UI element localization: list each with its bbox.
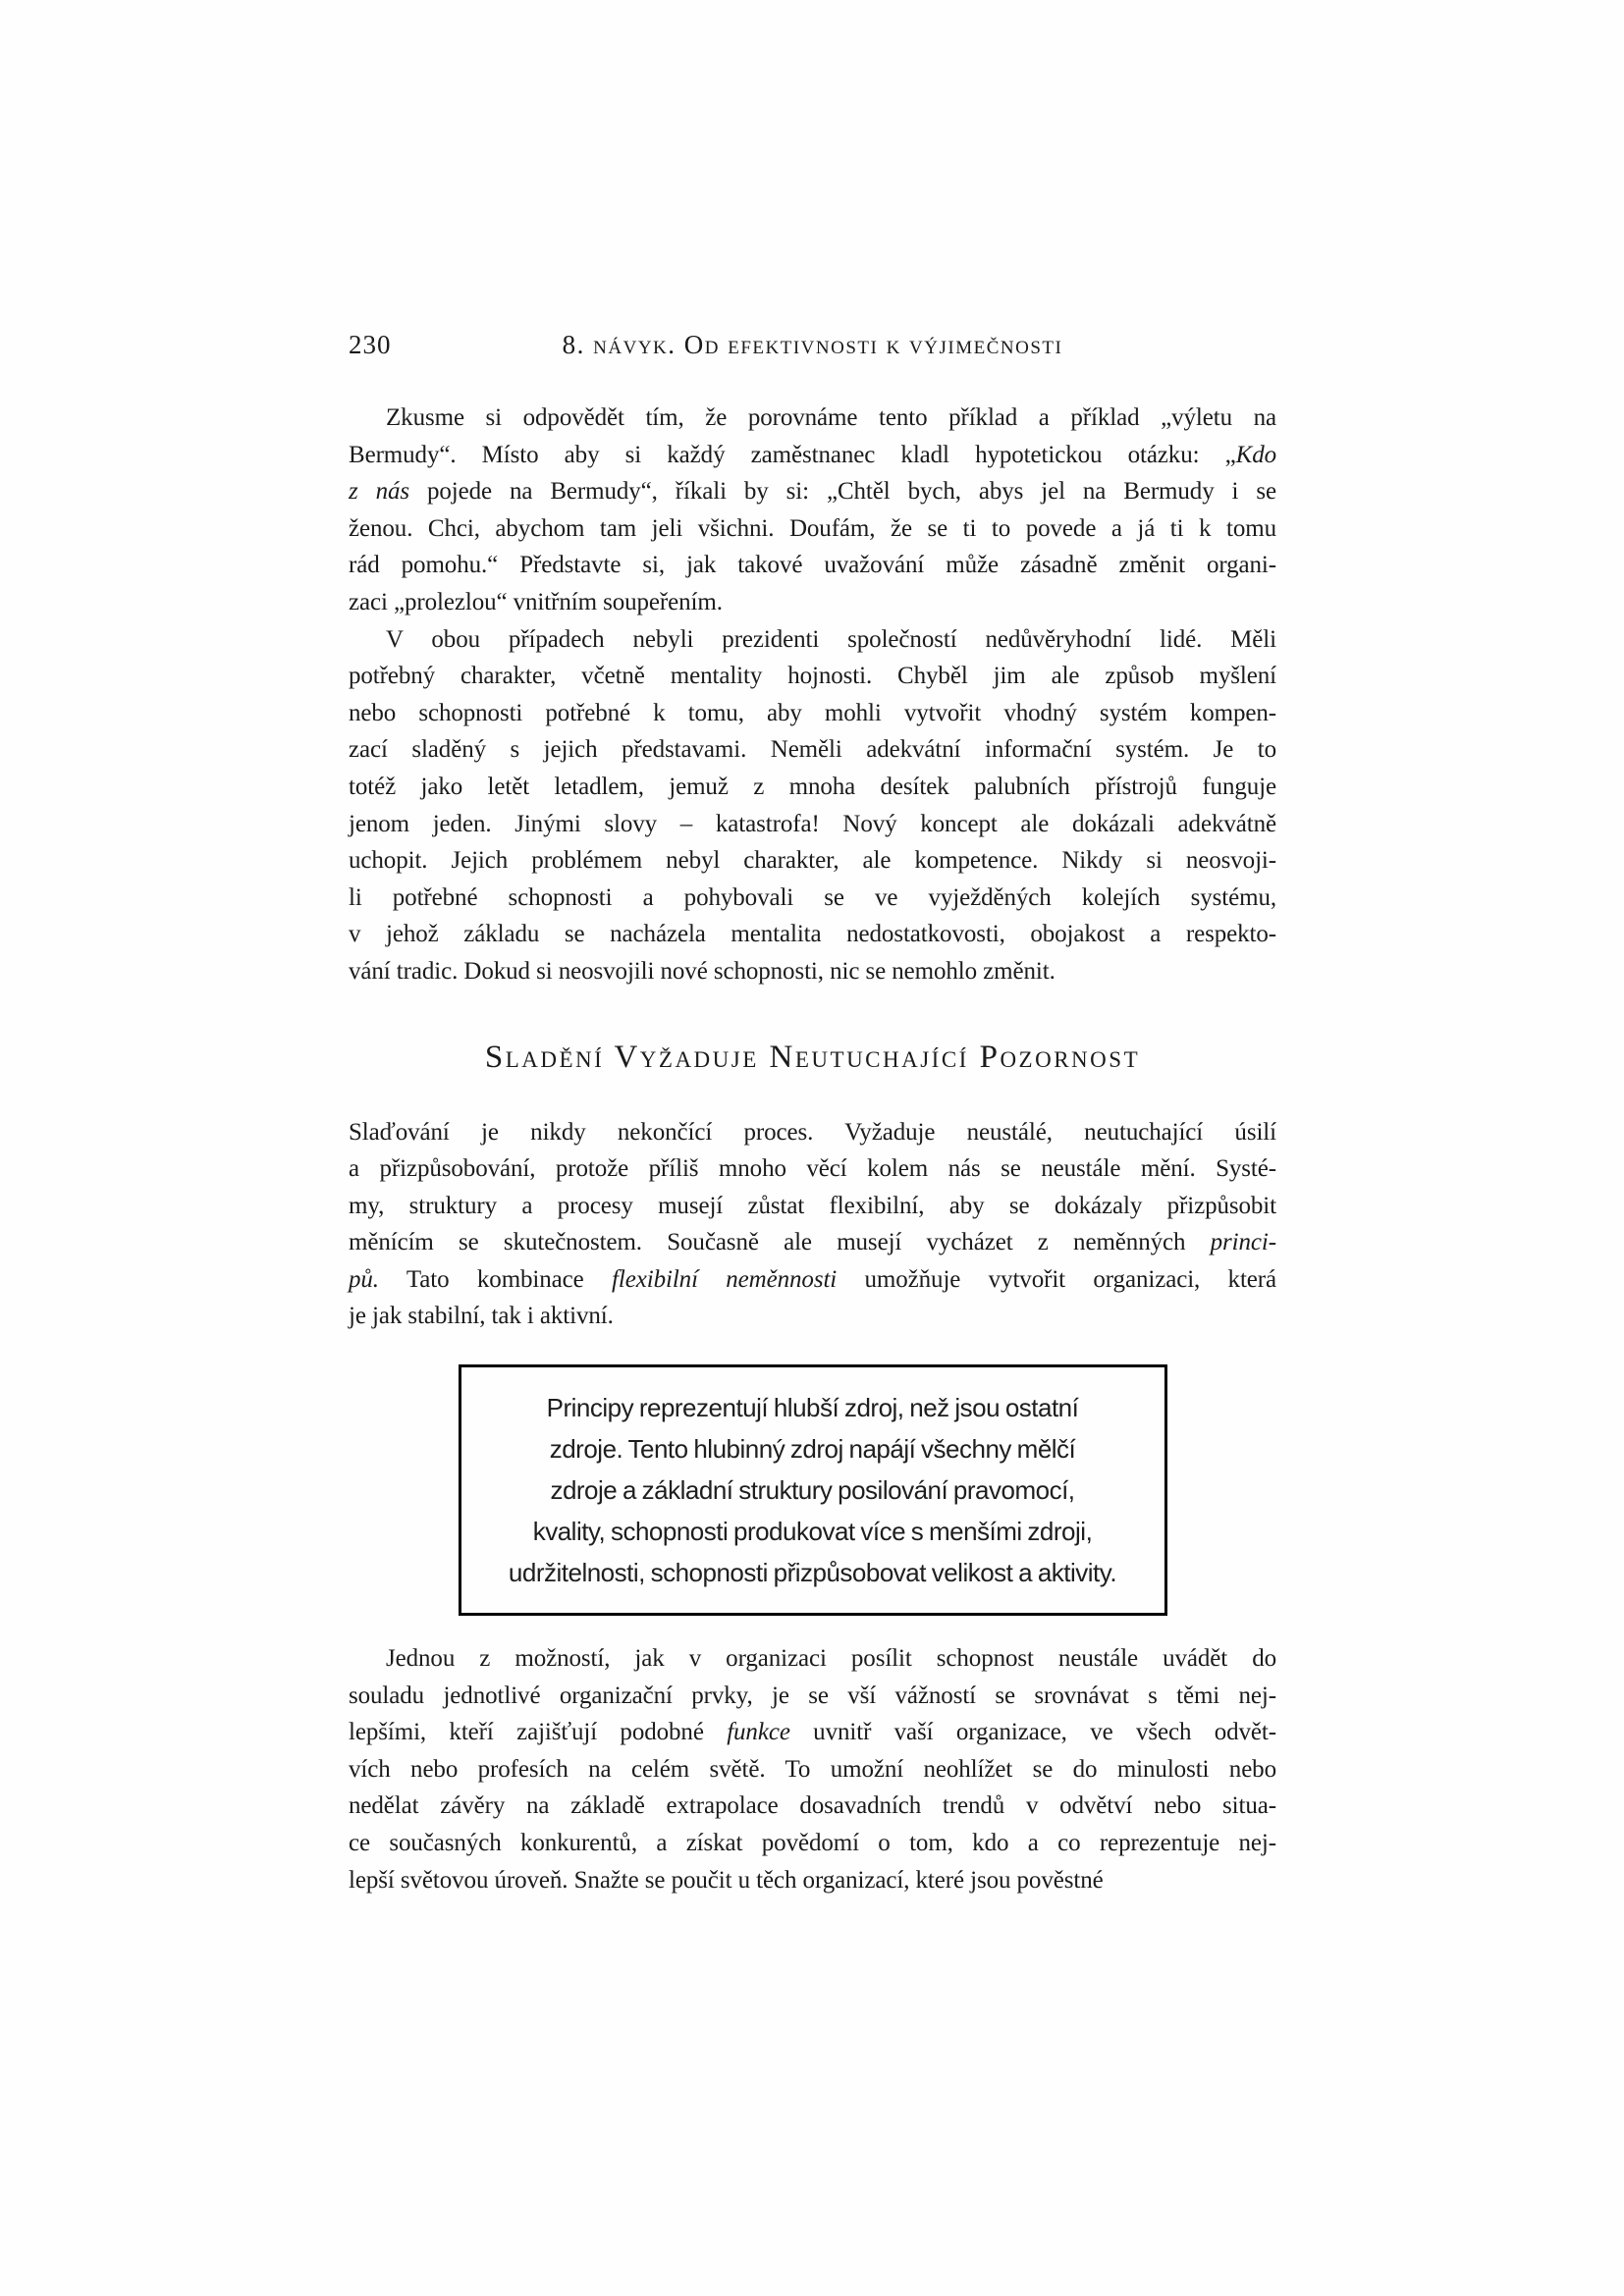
text-segment: umožňuje vytvořit organizaci, která: [837, 1265, 1277, 1293]
text-segment: jenom jeden. Jinými slovy – katastrofa! Nový koncept ale dokázali adekvátně: [349, 810, 1276, 837]
italic-phrase: Kdo: [1235, 441, 1276, 468]
text-line: [349, 1825, 1276, 1862]
text-line: [349, 1150, 1276, 1188]
text-segment: lepší světovou úroveň. Snažte se poučit u těch organizací, které jsou pověstné: [349, 1866, 1104, 1894]
text-line: [349, 1640, 1276, 1678]
text-segment: my, struktury a procesy musejí zůstat flexibilní, aby se dokázaly přizpůsobit: [349, 1192, 1276, 1219]
text-line: [349, 1298, 1276, 1335]
text-line: [349, 1224, 1276, 1261]
paragraph: [349, 1640, 1276, 1898]
text-line: [349, 1751, 1276, 1789]
page-number: 230: [349, 330, 392, 359]
text-line: [349, 547, 1276, 584]
text-segment: nedělat závěry na základě extrapolace dosavadních trendů v odvětví nebo situa-: [349, 1792, 1276, 1820]
quote-line: udržitelnosti, schopnosti přizpůsobovat velikost a aktivity.: [508, 1558, 1117, 1588]
italic-phrase: flexibilní neměnnosti: [612, 1265, 838, 1293]
chapter-title: 8. návyk. Od efektivnosti k výjimečnosti: [562, 330, 1063, 359]
text-line: [349, 1788, 1276, 1825]
text-segment: Tato kombinace: [378, 1265, 613, 1293]
paragraph: [349, 400, 1276, 621]
quote-box: [459, 1364, 1167, 1616]
text-segment: vání tradic. Dokud si neosvojili nové schopnosti, nic se nemohlo změnit.: [349, 957, 1056, 985]
paragraph: [349, 1114, 1276, 1336]
italic-phrase: princi-: [1210, 1229, 1276, 1256]
quote-line: kvality, schopnosti produkovat více s menšími zdroji,: [532, 1517, 1093, 1547]
text-line: [349, 916, 1276, 953]
text-segment: lepšími, kteří zajišťují podobné: [349, 1719, 728, 1746]
text-line: [349, 400, 1276, 437]
text-line: [349, 1114, 1276, 1151]
text-segment: uchopit. Jejich problémem nebyl charakter, ale kompetence. Nikdy si neosvoji-: [349, 847, 1276, 875]
text-line: [349, 880, 1276, 917]
paragraph: [349, 621, 1276, 990]
text-line: [349, 658, 1276, 695]
text-segment: potřebný charakter, včetně mentality hojnosti. Chyběl jim ale způsob myšlení: [349, 663, 1276, 690]
text-segment: Jednou z možností, jak v organizaci posílit schopnost neustále uvádět do: [386, 1645, 1276, 1673]
page-header: [349, 327, 1276, 366]
quote-line: zdroje a základní struktury posilování pravomocí,: [550, 1475, 1075, 1506]
text-segment: je jak stabilní, tak i aktivní.: [349, 1303, 614, 1330]
text-line: [349, 473, 1276, 510]
italic-phrase: pů.: [349, 1265, 379, 1293]
text-segment: ženou. Chci, abychom tam jeli všichni. Doufám, že se ti to povede a já ti k tomu: [349, 514, 1276, 542]
text-segment: Zkusme si odpovědět tím, že porovnáme tento příklad a příklad „výletu na: [386, 404, 1276, 431]
text-segment: V obou případech nebyli prezidenti společností nedůvěryhodní lidé. Měli: [386, 625, 1276, 653]
quote-line: Principy reprezentují hlubší zdroj, než jsou ostatní: [546, 1393, 1079, 1423]
text-segment: ce současných konkurentů, a získat povědomí o tom, kdo a co reprezentuje nej-: [349, 1830, 1276, 1857]
text-segment: zací sladěný s jejich představami. Neměli adekvátní informační systém. Je to: [349, 736, 1276, 764]
text-segment: zaci „prolezlou“ vnitřním soupeřením.: [349, 588, 723, 615]
text-line: [349, 1261, 1276, 1299]
text-line: [349, 1678, 1276, 1715]
text-segment: nebo schopnosti potřebné k tomu, aby mohli vytvořit vhodný systém kompen-: [349, 699, 1276, 726]
text-segment: měnícím se skutečnostem. Současně ale musejí vycházet z neměnných: [349, 1229, 1211, 1256]
text-segment: a přizpůsobování, protože příliš mnoho věcí kolem nás se neustále mění. Systé-: [349, 1155, 1276, 1183]
text-line: [349, 437, 1276, 474]
text-segment: uvnitř vaší organizace, ve všech odvět-: [789, 1719, 1276, 1746]
text-line: [349, 621, 1276, 659]
text-line: [349, 1862, 1276, 1899]
text-line: [349, 842, 1276, 880]
quote-line: zdroje. Tento hlubinný zdroj napájí všechny mělčí: [549, 1434, 1076, 1465]
text-segment: souladu jednotlivé organizační prvky, je se vší vážností se srovnávat s těmi nej-: [349, 1682, 1276, 1709]
text-line: [349, 806, 1276, 843]
text-line: [349, 1188, 1276, 1225]
text-segment: Slaďování je nikdy nekončící proces. Vyžaduje neustálé, neutuchající úsilí: [349, 1118, 1276, 1146]
text-segment: v jehož základu se nacházela mentalita nedostatkovosti, obojakost a respekto-: [349, 921, 1276, 948]
text-segment: rád pomohu.“ Představte si, jak takové uvažování může zásadně změnit organi-: [349, 552, 1276, 579]
italic-phrase: funkce: [727, 1719, 790, 1746]
text-line: [349, 953, 1276, 990]
text-segment: totéž jako letět letadlem, jemuž z mnoha desítek palubních přístrojů funguje: [349, 773, 1276, 800]
text-segment: Bermudy“. Místo aby si každý zaměstnanec kladl hypotetickou otázku: „: [349, 441, 1236, 468]
text-segment: vích nebo profesích na celém světě. To umožní neohlížet se do minulosti nebo: [349, 1755, 1276, 1783]
text-segment: li potřebné schopnosti a pohybovali se ve vyježděných kolejích systému,: [349, 883, 1276, 911]
text-segment: pojede na Bermudy“, říkali by si: „Chtěl bych, abys jel na Bermudy i se: [409, 478, 1276, 506]
text-line: [349, 769, 1276, 806]
section-heading: Sladění Vyžaduje Neutuchající Pozornost: [484, 1039, 1141, 1075]
text-line: [349, 510, 1276, 548]
italic-phrase: z nás: [349, 478, 410, 506]
text-column: [349, 327, 1276, 1898]
text-line: [349, 584, 1276, 621]
text-line: [349, 695, 1276, 732]
text-line: [349, 731, 1276, 769]
content-blocks: [349, 400, 1276, 1898]
text-line: [349, 1714, 1276, 1751]
